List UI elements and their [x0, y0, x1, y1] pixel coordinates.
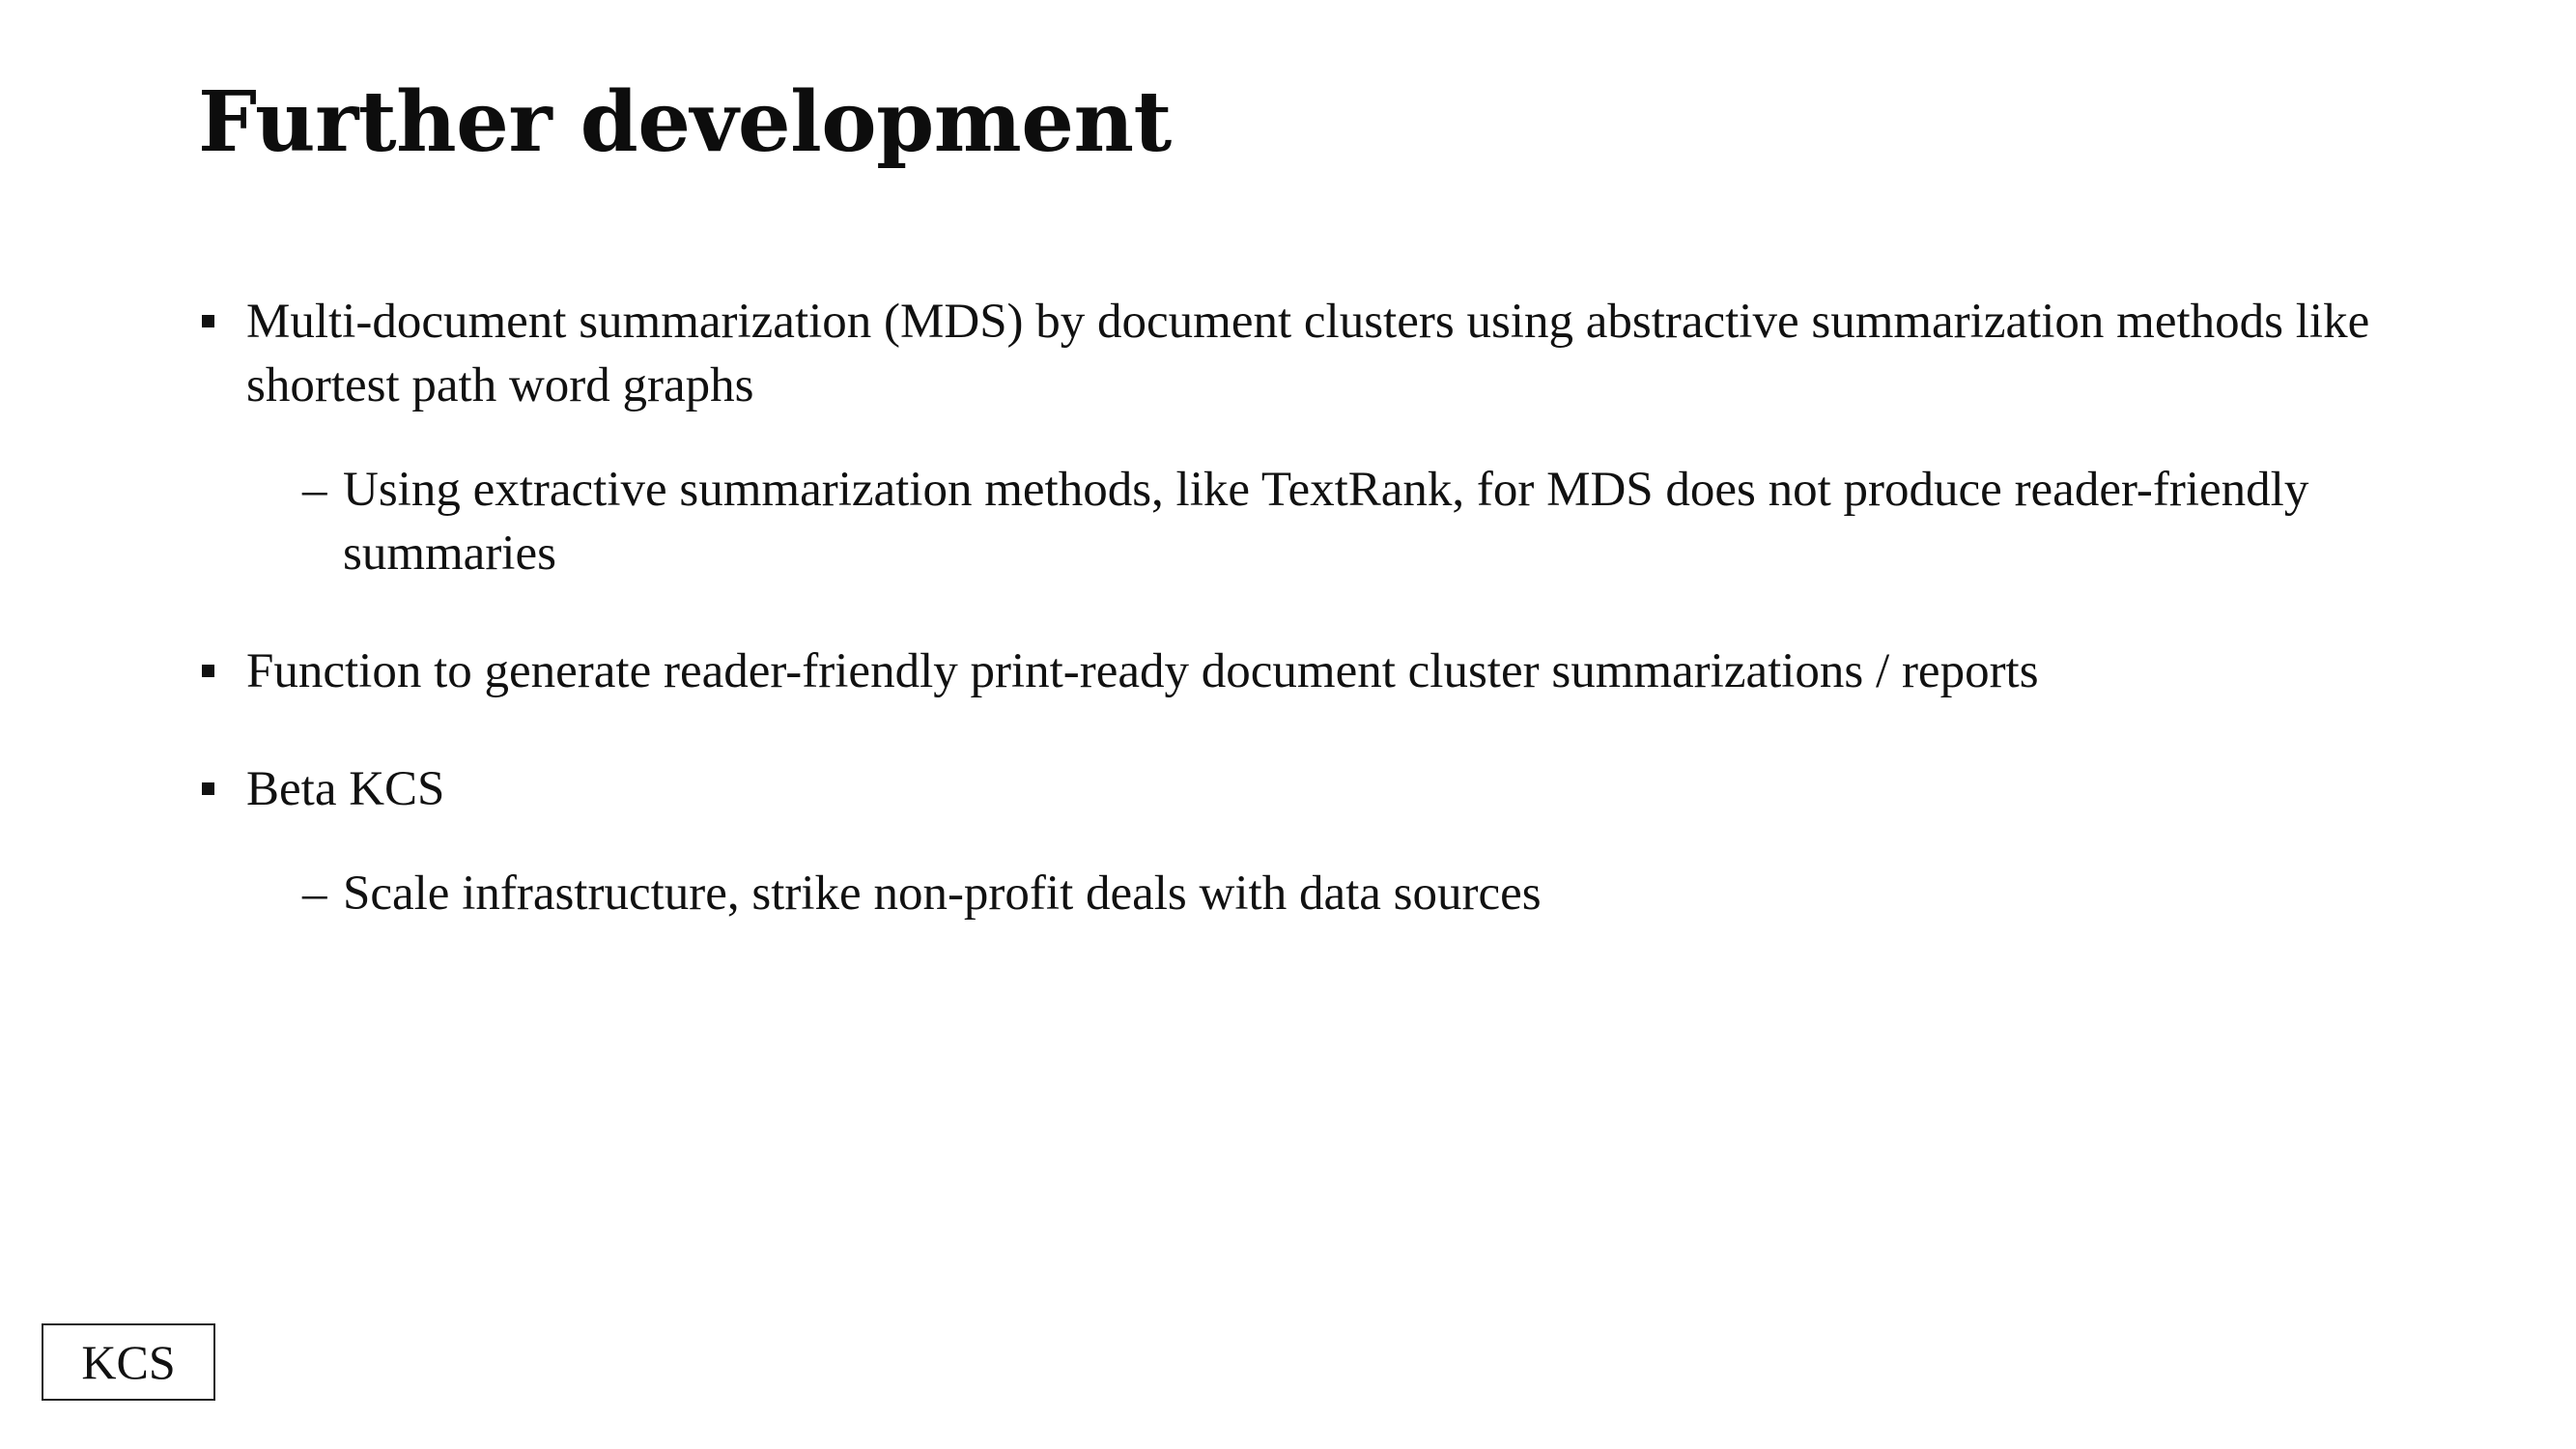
- footer-label: KCS: [81, 1335, 176, 1389]
- slide-title: Further development: [198, 73, 1172, 171]
- sub-bullet-text: Using extractive summarization methods, like TextRank, for MDS does not produce reader-friendly summaries: [343, 463, 2309, 581]
- dash-bullet-icon: –: [302, 463, 327, 517]
- bullet-text: Beta KCS: [246, 762, 445, 816]
- square-bullet-icon: [202, 782, 214, 795]
- dash-bullet-icon: –: [302, 867, 327, 921]
- bullet-text: Multi-document summarization (MDS) by document clusters using abstractive summarization methods like shortest path word graphs: [246, 295, 2370, 412]
- bullet-item: [198, 757, 2400, 821]
- bullet-list: [198, 290, 2400, 925]
- bullet-text: Function to generate reader-friendly print-ready document cluster summarizations / reports: [246, 644, 2039, 698]
- square-bullet-icon: [202, 665, 214, 677]
- sub-bullet-text: Scale infrastructure, strike non-profit deals with data sources: [343, 867, 1542, 921]
- sub-bullet-item: [295, 862, 2400, 925]
- sub-bullet-item: [295, 458, 2400, 585]
- footer-label-box: [42, 1323, 215, 1401]
- bullet-item: [198, 290, 2400, 417]
- bullet-item: [198, 639, 2400, 703]
- square-bullet-icon: [202, 315, 214, 327]
